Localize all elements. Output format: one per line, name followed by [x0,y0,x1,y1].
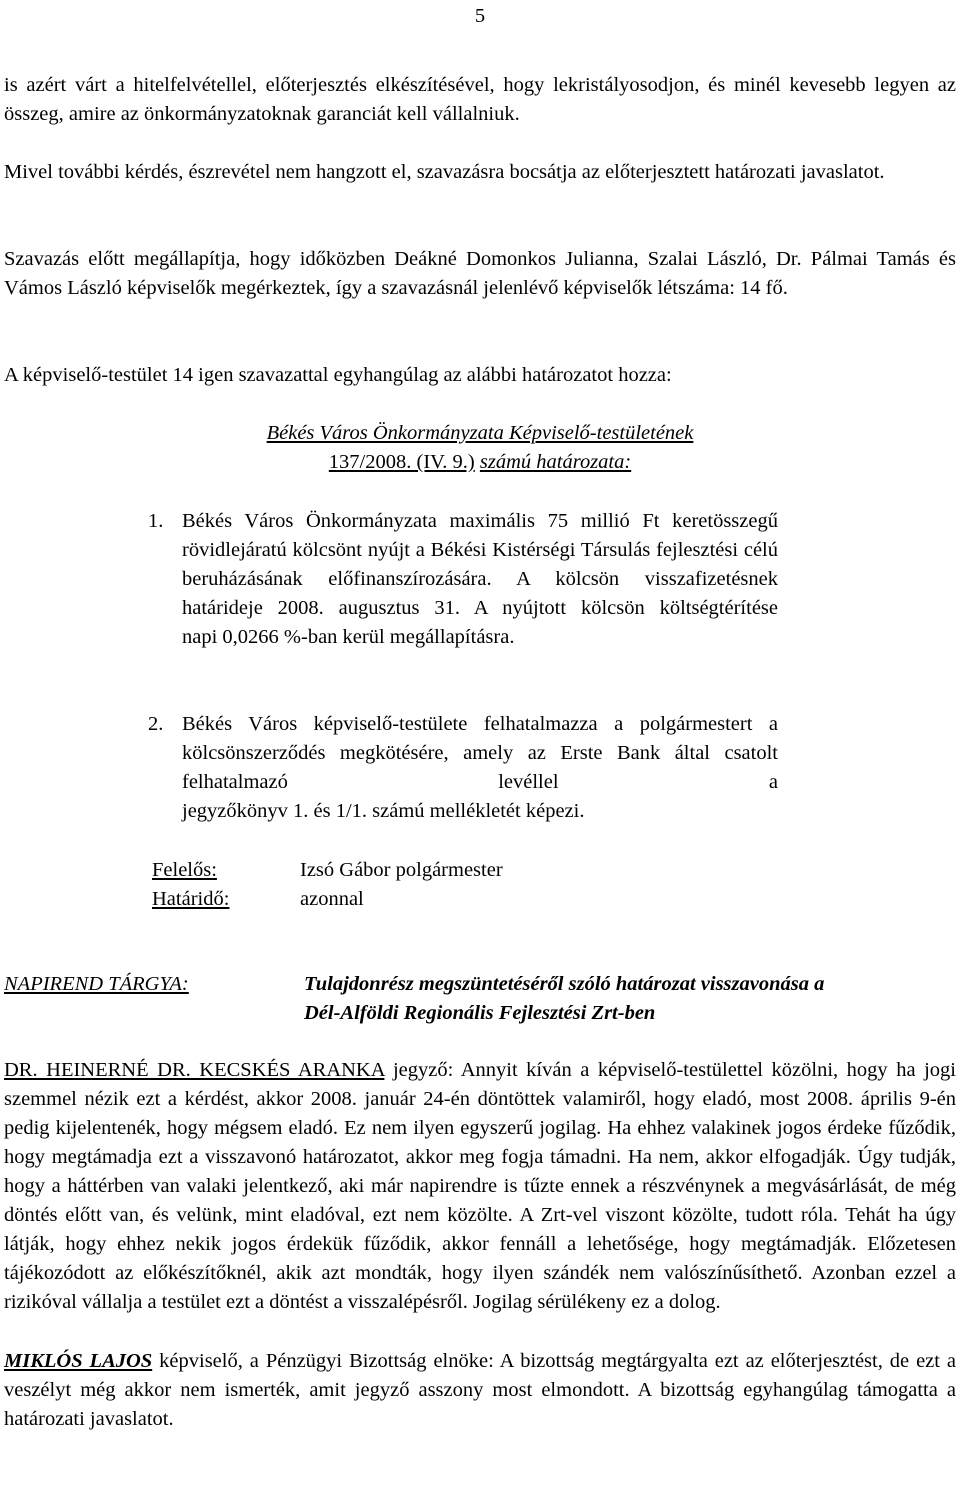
agenda-label: NAPIREND TÁRGYA: [4,973,189,995]
resolution-item-text: Békés Város képviselő-testülete felhatalmazza a polgármestert a kölcsönszerződés megkötésére, amely az Erste Bank által csatolt felhatalmazó levéllel a [182,713,778,793]
page-number: 5 [474,5,486,27]
resolution-item-text: Békés Város Önkormányzata maximális 75 millió Ft keretösszegű rövidlejáratú kölcsönt nyújt a Békési Kistérségi Társulás fejlesztési célú beruházásának előfinanszírozására. A kölcsön visszafizetésnek határideje 2008. augusztus 31. A nyújtott kölcsön költségtérítése [182,510,778,619]
deadline-label: Határidő: [152,888,230,910]
paragraph-vote-call: Mivel további kérdés, észrevétel nem hangzott el, szavazásra bocsátja az előterjesztett határozati javaslatot. [4,161,885,183]
responsible-label: Felelős: [152,859,217,881]
resolution-number: 137/2008. (IV. 9.) [328,451,475,473]
speaker-name: DR. HEINERNÉ DR. KECSKÉS ARANKA [4,1059,385,1081]
resolution-item-text-last: jegyzőkönyv 1. és 1/1. számú mellékletét képezi. [182,800,585,822]
resolution-title-line2: számú határozata: [479,451,632,473]
agenda-title-line2: Dél-Alföldi Regionális Fejlesztési Zrt-ben [304,1002,656,1024]
speech-notary [4,1056,956,1317]
resolution-item [148,710,778,826]
paragraph-attendance: Szavazás előtt megállapítja, hogy időközben Deákné Domonkos Julianna, Szalai László, Dr. Pálmai Tamás és Vámos László képviselők megérkeztek, így a szavazásnál jelenlévő képviselők létszáma: 14 fő. [4,248,956,299]
paragraph-vote-result: A képviselő-testület 14 igen szavazattal egyhangúlag az alábbi határozatot hozza: [4,364,672,386]
speech-text: jegyző: Annyit kíván a képviselő-testülettel közölni, hogy ha jogi szemmel nézik ezt a kérdést, akkor 2008. január 24-én döntöttek valamiről, hogy eladó, most 2008. április 9-én pedig kijelentenék, hogy mégsem eladó. Ez nem ilyen egyszerű jogilag. Ha ehhez valakinek jogos érdeke fűződik, hogy megtámadja ezt a visszavonó határozatot, akkor meg fogja támadni. Ha nem, akkor elfogadják. Úgy tudják, hogy a háttérben van valaki jelentkező, aki már napirendre is tűzte ennek a részvénynek a megvásárlását, de még döntés előtt van, és velünk, mint eladóval, ezt nem közölte. A Zrt-vel viszont közölte, tudott róla. Tehát ha úgy látják, hogy ehhez nekik jogos érdekük fűződik, akkor fennáll a lehetősége, hogy megtámadják. Előzetesen tájékozódott az előkészítőknél, akik azt mondták, hogy ilyen szándék nem valószínűsíthető. Azonban ezzel a rizikóval vállalja a testület ezt a döntést a visszalépésről. Jogilag sérülékeny ez a dolog. [4,1059,957,1313]
deadline-value: azonnal [300,888,364,910]
resolution-title-line1: Békés Város Önkormányzata Képviselő-testületének [266,422,694,444]
resolution-item-text-last: napi 0,0266 %-ban kerül megállapításra. [182,626,515,648]
responsibility-block [152,856,652,914]
responsible-value: Izsó Gábor polgármester [300,859,503,881]
resolution-item-number: 2. [148,713,164,735]
agenda-title [304,970,954,1028]
speech-text: képviselő, a Pénzügyi Bizottság elnöke: A bizottság megtárgyalta ezt az előterjesztést, de ezt a veszélyt még akkor nem ismerték, amit jegyző asszony most elmondott. A bizottság egyhangúlag támogatta a határozati javaslatot. [4,1350,957,1430]
paragraph-loan-background: is azért várt a hitelfelvétellel, előterjesztés elkészítésével, hogy lekristályosodjon, és minél kevesebb legyen az összeg, amire az önkormányzatoknak garanciát kell vállalniuk. [4,74,956,125]
agenda-title-line1: Tulajdonrész megszüntetéséről szóló határozat visszavonása a [304,973,825,995]
speaker-name: MIKLÓS LAJOS [4,1350,153,1372]
resolution-item [148,507,778,652]
resolution-title [0,419,960,477]
speech-committee-chair [4,1347,956,1434]
resolution-item-number: 1. [148,510,164,532]
